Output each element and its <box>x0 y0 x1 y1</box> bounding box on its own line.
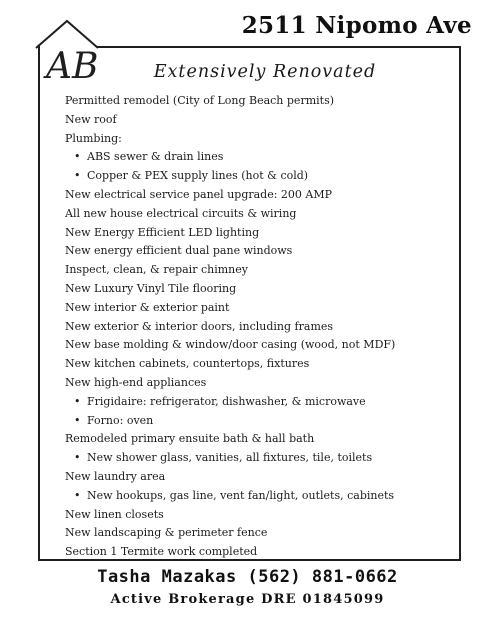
list-item <box>65 242 445 261</box>
list-item-text: Inspect, clean, & repair chimney <box>65 263 248 277</box>
bullet-icon: • <box>74 451 81 465</box>
list-item-text: New laundry area <box>65 469 166 483</box>
list-item <box>65 92 445 111</box>
list-item-text: Frigidaire: refrigerator, dishwasher, & microwave <box>87 394 366 408</box>
list-item-text: Permitted remodel (City of Long Beach permits) <box>65 94 335 107</box>
list-item <box>65 506 445 525</box>
list-item <box>65 336 445 355</box>
list-item <box>65 186 445 205</box>
list-item-text: New landscaping & perimeter fence <box>65 526 268 540</box>
list-item-text: New hookups, gas line, vent fan/light, outlets, cabinets <box>87 488 395 502</box>
list-item-text: New electrical service panel upgrade: 200 AMP <box>65 187 333 201</box>
list-item-text: New high-end appliances <box>65 375 207 389</box>
property-address: 2511 Nipomo Ave <box>241 12 472 39</box>
list-item-text: New base molding & window/door casing (wood, not MDF) <box>65 338 396 352</box>
section-heading: Extensively Renovated <box>153 62 377 82</box>
list-item-text: New exterior & interior doors, including frames <box>65 319 334 333</box>
list-item <box>65 205 445 224</box>
list-item-text: Plumbing: <box>65 131 122 145</box>
list-item-text: New interior & exterior paint <box>65 300 230 314</box>
list-item <box>65 224 445 243</box>
list-item <box>65 261 445 280</box>
bullet-icon: • <box>74 169 81 183</box>
frame-top-border <box>97 46 461 48</box>
list-item-text: New roof <box>65 112 117 126</box>
list-item-text: All new house electrical circuits & wiring <box>65 206 297 220</box>
list-item <box>65 280 445 299</box>
list-item-text: Forno: oven <box>87 413 154 427</box>
brokerage-line: Active Brokerage DRE 01845099 <box>110 592 385 607</box>
list-item-text: New kitchen cabinets, countertops, fixtures <box>65 357 310 371</box>
list-item-text: Remodeled primary ensuite bath & hall bath <box>65 432 315 446</box>
list-item <box>65 355 445 374</box>
sub-list-item <box>65 393 445 412</box>
list-item-text: New shower glass, vanities, all fixtures, tile, toilets <box>87 451 373 465</box>
bullet-icon: • <box>74 488 81 502</box>
list-item <box>65 468 445 487</box>
list-item <box>65 130 445 149</box>
list-item-text: New energy efficient dual pane windows <box>65 244 293 258</box>
list-item-text: Copper & PEX supply lines (hot & cold) <box>87 169 309 183</box>
sub-list-item <box>65 449 445 468</box>
list-item <box>65 543 445 562</box>
list-item-text: Section 1 Termite work completed <box>65 545 258 559</box>
sub-list-item <box>65 487 445 506</box>
list-item <box>65 299 445 318</box>
renovation-list <box>65 92 445 562</box>
bullet-icon: • <box>74 394 81 408</box>
sub-list-item <box>65 412 445 431</box>
sub-list-item <box>65 148 445 167</box>
list-item <box>65 430 445 449</box>
bullet-icon: • <box>74 413 81 427</box>
list-item <box>65 374 445 393</box>
sub-list-item <box>65 167 445 186</box>
list-item <box>65 318 445 337</box>
list-item-text: New linen closets <box>65 507 164 521</box>
list-item-text: ABS sewer & drain lines <box>87 150 224 164</box>
list-item-text: New Luxury Vinyl Tile flooring <box>65 281 237 295</box>
list-item <box>65 111 445 130</box>
agent-contact: Tasha Mazakas (562) 881-0662 <box>97 567 398 587</box>
list-item <box>65 524 445 543</box>
logo-lettering: AB <box>46 46 99 86</box>
list-item-text: New Energy Efficient LED lighting <box>65 225 260 239</box>
bullet-icon: • <box>74 150 81 164</box>
